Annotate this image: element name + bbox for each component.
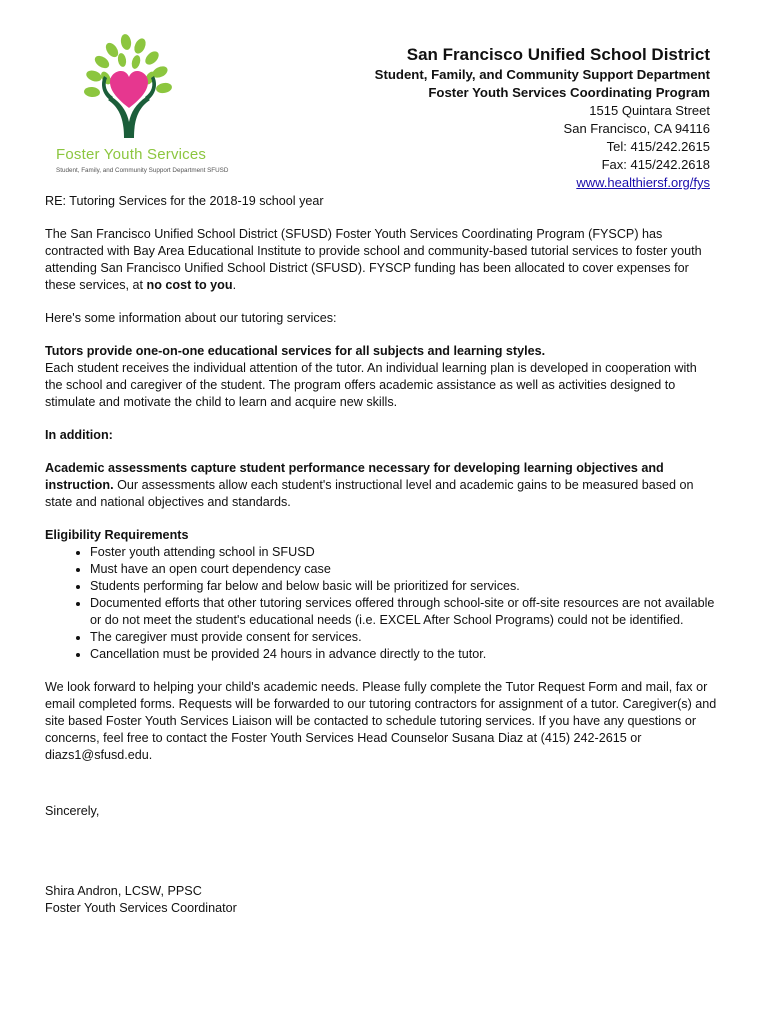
eligibility-heading: Eligibility Requirements bbox=[45, 528, 189, 542]
list-item: • Foster youth attending school in SFUSD bbox=[90, 544, 717, 561]
intro-text: The San Francisco Unified School District (SFUSD) Foster Youth Services Coordinating Program (FYSCP) has contracted with Bay Area Educational Institute to provide school and community-based tutorial services to foster youth attending San Francisco Unified School District (SFUSD). FYSCP funding has been allocated to cover expenses for these services, at bbox=[45, 227, 702, 292]
list-item: • Documented efforts that other tutoring services offered through school-site or off-site resources are not available or do not meet the student's educational needs (i.e. EXCEL After School Programs) could not be identified. bbox=[90, 595, 717, 629]
intro-paragraph bbox=[45, 226, 717, 294]
fax: Fax: 415/242.2618 bbox=[601, 157, 710, 172]
closing-paragraph: We look forward to helping your child's academic needs. Please fully complete the Tutor Request Form and mail, fax or email completed forms. Requests will be forwarded to our tutoring contractors for assignment of a tutor. Caregiver(s) and site based Foster Youth Services Liaison will be contacted to schedule tutoring services. If you have any questions or concerns, feel free to contact the Foster Youth Services Head Counselor Susana Diaz at (415) 242-2615 or diazs1@sfusd.edu. bbox=[45, 680, 717, 762]
telephone: Tel: 415/242.2615 bbox=[606, 139, 710, 154]
assessment-bold: Academic assessments capture student performance necessary for developing learning objectives and instruction. bbox=[45, 461, 664, 492]
city-address: San Francisco, CA 94116 bbox=[563, 121, 710, 136]
list-item: • The caregiver must provide consent for services. bbox=[90, 629, 717, 646]
list-item: • Cancellation must be provided 24 hours in advance directly to the tutor. bbox=[90, 646, 717, 663]
tree-heart-icon bbox=[80, 34, 180, 140]
list-item: • Must have an open court dependency case bbox=[90, 561, 717, 578]
street-address: 1515 Quintara Street bbox=[589, 103, 710, 118]
no-cost-emphasis: no cost to you bbox=[146, 278, 233, 292]
district-name: San Francisco Unified School District bbox=[406, 45, 710, 64]
intro-end: . bbox=[232, 278, 237, 292]
assessment-text: Our assessments allow each student's instructional level and academic gains to be measured based on state and national objectives and standards. bbox=[45, 478, 694, 509]
sincerely: Sincerely, bbox=[45, 804, 100, 818]
letter-body bbox=[45, 193, 717, 764]
foster-youth-services-logo bbox=[52, 34, 229, 184]
website-link[interactable]: www.healthiersf.org/fys bbox=[576, 175, 710, 190]
list-item: • Students performing far below and below basic will be prioritized for services. bbox=[90, 578, 717, 595]
in-addition-heading: In addition: bbox=[45, 428, 113, 442]
tutors-heading: Tutors provide one-on-one educational services for all subjects and learning styles. bbox=[45, 344, 546, 358]
logo-title: Foster Youth Services bbox=[56, 146, 207, 163]
tutors-paragraph: Each student receives the individual attention of the tutor. An individual learning plan is developed in cooperation with the school and caregiver of the student. The program offers academic assistance as well as activities designed to stimulate and motivate the child to learn and acquire new skills. bbox=[45, 361, 697, 409]
signer-block bbox=[45, 883, 237, 917]
info-line: Here's some information about our tutoring services: bbox=[45, 311, 337, 325]
eligibility-list bbox=[45, 544, 717, 663]
letterhead bbox=[375, 44, 710, 192]
program-name: Foster Youth Services Coordinating Program bbox=[428, 85, 710, 100]
assessment-paragraph bbox=[45, 460, 717, 511]
department-name: Student, Family, and Community Support Department bbox=[374, 67, 710, 82]
signer-title: Foster Youth Services Coordinator bbox=[45, 901, 237, 915]
signer-name: Shira Andron, LCSW, PPSC bbox=[45, 884, 202, 898]
subject-line: RE: Tutoring Services for the 2018-19 school year bbox=[45, 194, 324, 208]
logo-tagline: Student, Family, and Community Support Department SFUSD bbox=[56, 167, 229, 174]
